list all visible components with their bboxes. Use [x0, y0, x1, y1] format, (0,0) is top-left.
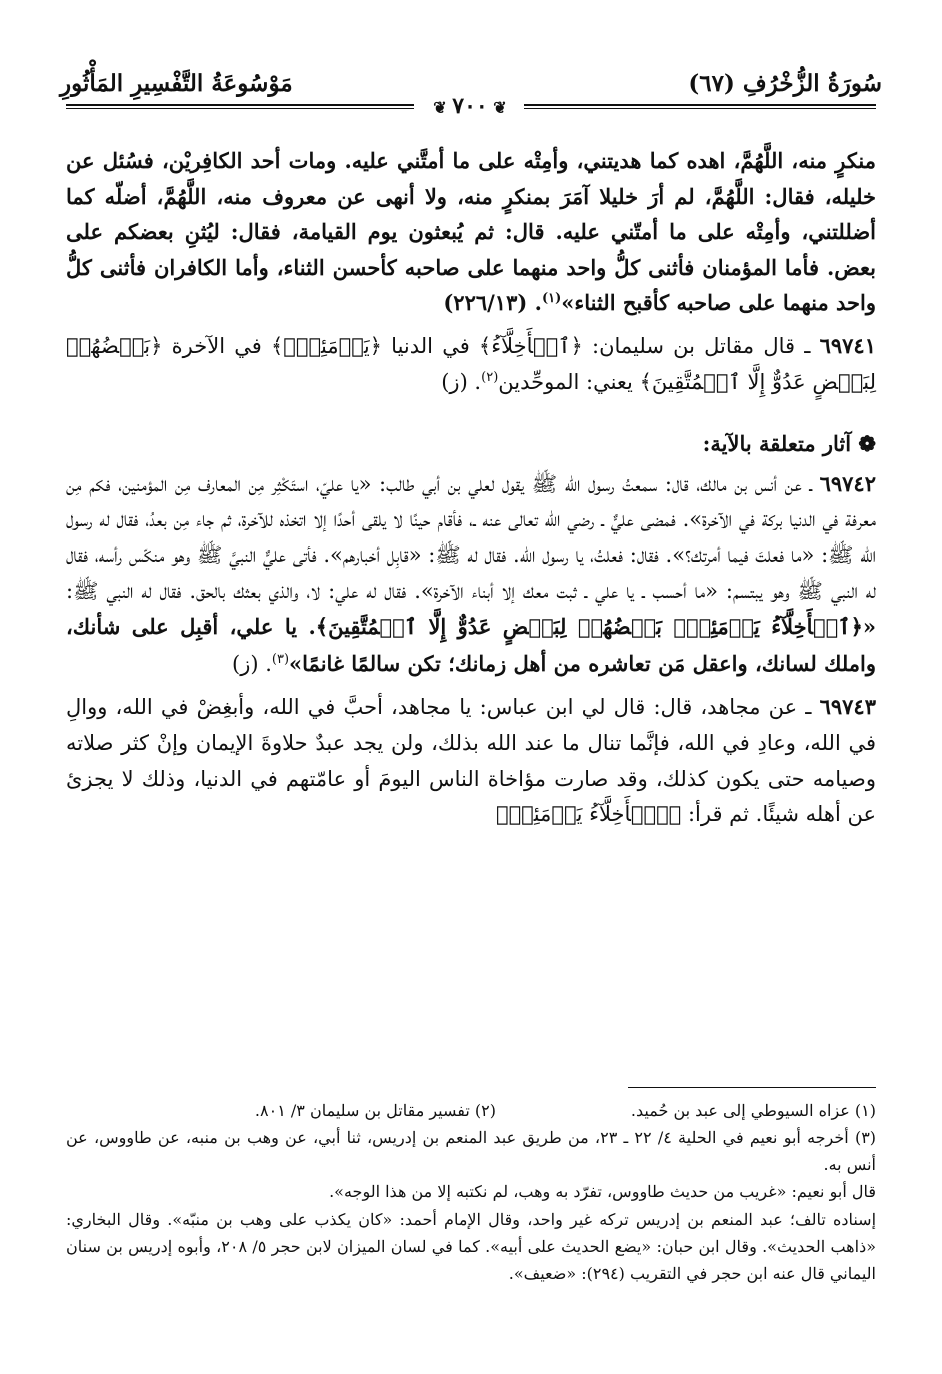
footnote-1: (١) عزاه السيوطي إلى عبد بن حُميد. — [630, 1101, 876, 1120]
text-line: ليُثنِ بعضكم على بعض. فأما المؤمنان فأثنى كلُّ واحد منهما على صاحبه كأحسن — [66, 219, 876, 280]
footnote-line: إسناده تالف؛ عبد المنعم بن إدريس تركه غير واحد، وقال الإمام أحمد: «كان يكذب على وهب بن منبّه». — [167, 1209, 877, 1229]
surah-title: سُورَةُ الزُّخْرُفِ (٦٧) — [688, 70, 882, 97]
footnote-ref: (١) — [541, 291, 562, 307]
text-line: الثناء، وأما الكافران فأثنى كلُّ واحد منهما على صاحبه كأقبح الثناء» — [66, 254, 876, 316]
text-line: ـ قال مقاتل بن سليمان: ﴿ٱلۡأَخِلَّآءُ﴾ في الدنيا ﴿يَوۡمَئِذِۭ﴾ في الآخرة — [171, 333, 820, 358]
text-line: «﴿ٱلۡأَخِلَّآءُ يَوۡمَئِذِۭ بَعۡضُهُمۡ لِبَعۡضٍ عَدُوٌّ إِلَّا ٱلۡمُتَّقِينَ﴾. يا علي، أقبِل على شأنك، — [66, 614, 876, 640]
book-title: مَوْسُوعَةُ التَّفْسِيرِ المَأْثُورِ — [60, 70, 293, 97]
main-text — [66, 143, 876, 833]
text-line: في الآخرة». فمضى عليٌّ ـ رضي الله تعالى عنه ـ، فأقام حينًا لا يلقى أحدًا إلا — [313, 507, 755, 532]
entry-number: ٦٩٧٤١ — [819, 332, 876, 358]
footnote-ref: (٣) — [271, 651, 290, 667]
text-line: في الله، ووالِ في الله، وعادِ في الله، فإنَّما تنال ما عند الله بذلك، ولن يجد عبدٌ — [66, 695, 876, 755]
source-tag: . (ز) — [441, 369, 482, 394]
entry-69742 — [66, 466, 876, 683]
text-line: منكرٍ منه، اللَّهُمَّ، اهده كما هديتني، وأمِتْه على ما أمتَّني عليه. ومات أحد الكافِريْن، — [161, 148, 877, 173]
footnote-line: حجر ٥/ ٢٠٨، وأبوه إدريس بن سنان اليماني قال عنه ابن حجر في التقريب (٢٩٤): «ضعيف». — [66, 1236, 876, 1284]
footnote-2: (٢) تفسير مقاتل بن سليمان ٣/ ٨٠١. — [254, 1101, 496, 1120]
footnote-separator — [628, 1087, 876, 1088]
text-line: اتخذه للآخرة، ثم جاء مِن بعدُ، فقال له رسول الله ﷺ: «ما فعلتَ فيما أمرتك؟». — [66, 507, 876, 567]
text-line: واملك لسانك، واعقل مَن تعاشره من أهل زمانك؛ تكن سالمًا غانمًا» — [289, 650, 876, 676]
footnote-3 — [66, 1124, 876, 1178]
footnotes — [66, 1097, 876, 1287]
text-line: ـ عن أنس بن مالك، قال: سمعتُ رسول الله ﷺ يقول لعلي بن أبي — [421, 471, 820, 496]
entry-number: ٦٩٧٤٢ — [819, 470, 876, 496]
text-line: اللَّهُمَّ، أضلّه كما أضللتني، وأمِتْه على ما أمتّني عليه. قال: ثم يُبعثون يوم القيامة، فقال: — [66, 183, 876, 245]
text-line: وهو منكّس رأسه، فقال له النبي ﷺ وهو يبتسم: «ما أحسب ـ يا علي ـ ثبت معك — [66, 542, 876, 603]
text-line: ﴿بَعۡضُهُمۡ لِبَعۡضٍ عَدُوٌّ إِلَّا ٱلۡمُتَّقِينَ﴾ يعني: الموحِّدين — [66, 333, 876, 394]
footnote-ref: (٢) — [481, 369, 499, 385]
entry-number: ٦٩٧٤٣ — [819, 694, 876, 720]
footnote-line: وقال البخاري: «ذاهب الحديث». وقال ابن حبان: «يضع الحديث على أبيه». كما في لسان الميزان لابن — [66, 1209, 876, 1256]
footnote-line: (٣) أخرجه أبو نعيم في الحلية ٤/ ٢٢ ـ ٢٣، من طريق عبد المنعم بن إدريس، ثنا أبي، عن وهب بن — [224, 1128, 877, 1147]
source-tag: . (ز) — [232, 651, 272, 676]
entry-69741 — [66, 328, 876, 400]
paragraph-continuation — [66, 143, 876, 321]
text-line: إلا أبناء الآخرة». فقال له علي: لا، والذي بعثك بالحق. فقال له النبي ﷺ: — [66, 578, 515, 603]
text-line: فسُئل عن خليله، فقال: اللَّهُمَّ، لم أرَ خليلا آمَرَ بمنكرٍ منه، ولا أنهى عن معروف منه، — [66, 148, 877, 209]
footnote-line — [66, 1206, 876, 1288]
ornament-icon: ❦ — [487, 98, 507, 117]
text-line: حلاوةَ الإيمان وإنْ كثر صلاته وصيامه حتى يكون كذلك، وقد صارت مؤاخاة الناس — [66, 730, 876, 791]
page-number-value: ٧٠٠ — [452, 93, 488, 119]
footnote-line: منبه، عن طاووس، عن أنس به. — [66, 1128, 876, 1175]
text-line: طالب: «يا عليّ، استَكْثِر مِن المعارف مِن المؤمنين، فكم مِن معرفة في الدنيا بركة — [66, 471, 876, 532]
section-heading: ❁ آثار متعلقة بالآية: — [702, 431, 876, 457]
footnote-row — [66, 1097, 876, 1124]
volume-ref: . (٢٢٦/١٣) — [443, 290, 542, 316]
text-line: ـ عن مجاهد، قال: قال لي ابن عباس: يا مجاهد، أحبَّ في الله، وأبغِضْ — [196, 695, 820, 720]
text-line: اليومَ أو عامّتهم في الدنيا، وذلك لا يجزئ عن أهله شيئًا. ثم قرأ: ﴿ٱلۡأَخِلَّآءُ يَوۡمَئِذِۭ — [66, 766, 876, 827]
entry-69743 — [66, 689, 876, 832]
header-rule-right — [524, 104, 876, 109]
footnote-line: قال أبو نعيم: «غريب من حديث طاووس، تفرّد به وهب، لم نكتبه إلا من هذا الوجه». — [329, 1182, 876, 1202]
text-line: فقال: فعلتُ، يا رسول الله. فقال له ﷺ: «قابِل أخبارهم». فأتى عليٌّ النبيَّ ﷺ — [197, 542, 659, 567]
page-number — [415, 93, 525, 119]
ornament-icon: ❦ — [433, 98, 453, 117]
header-rule-left — [66, 104, 414, 109]
